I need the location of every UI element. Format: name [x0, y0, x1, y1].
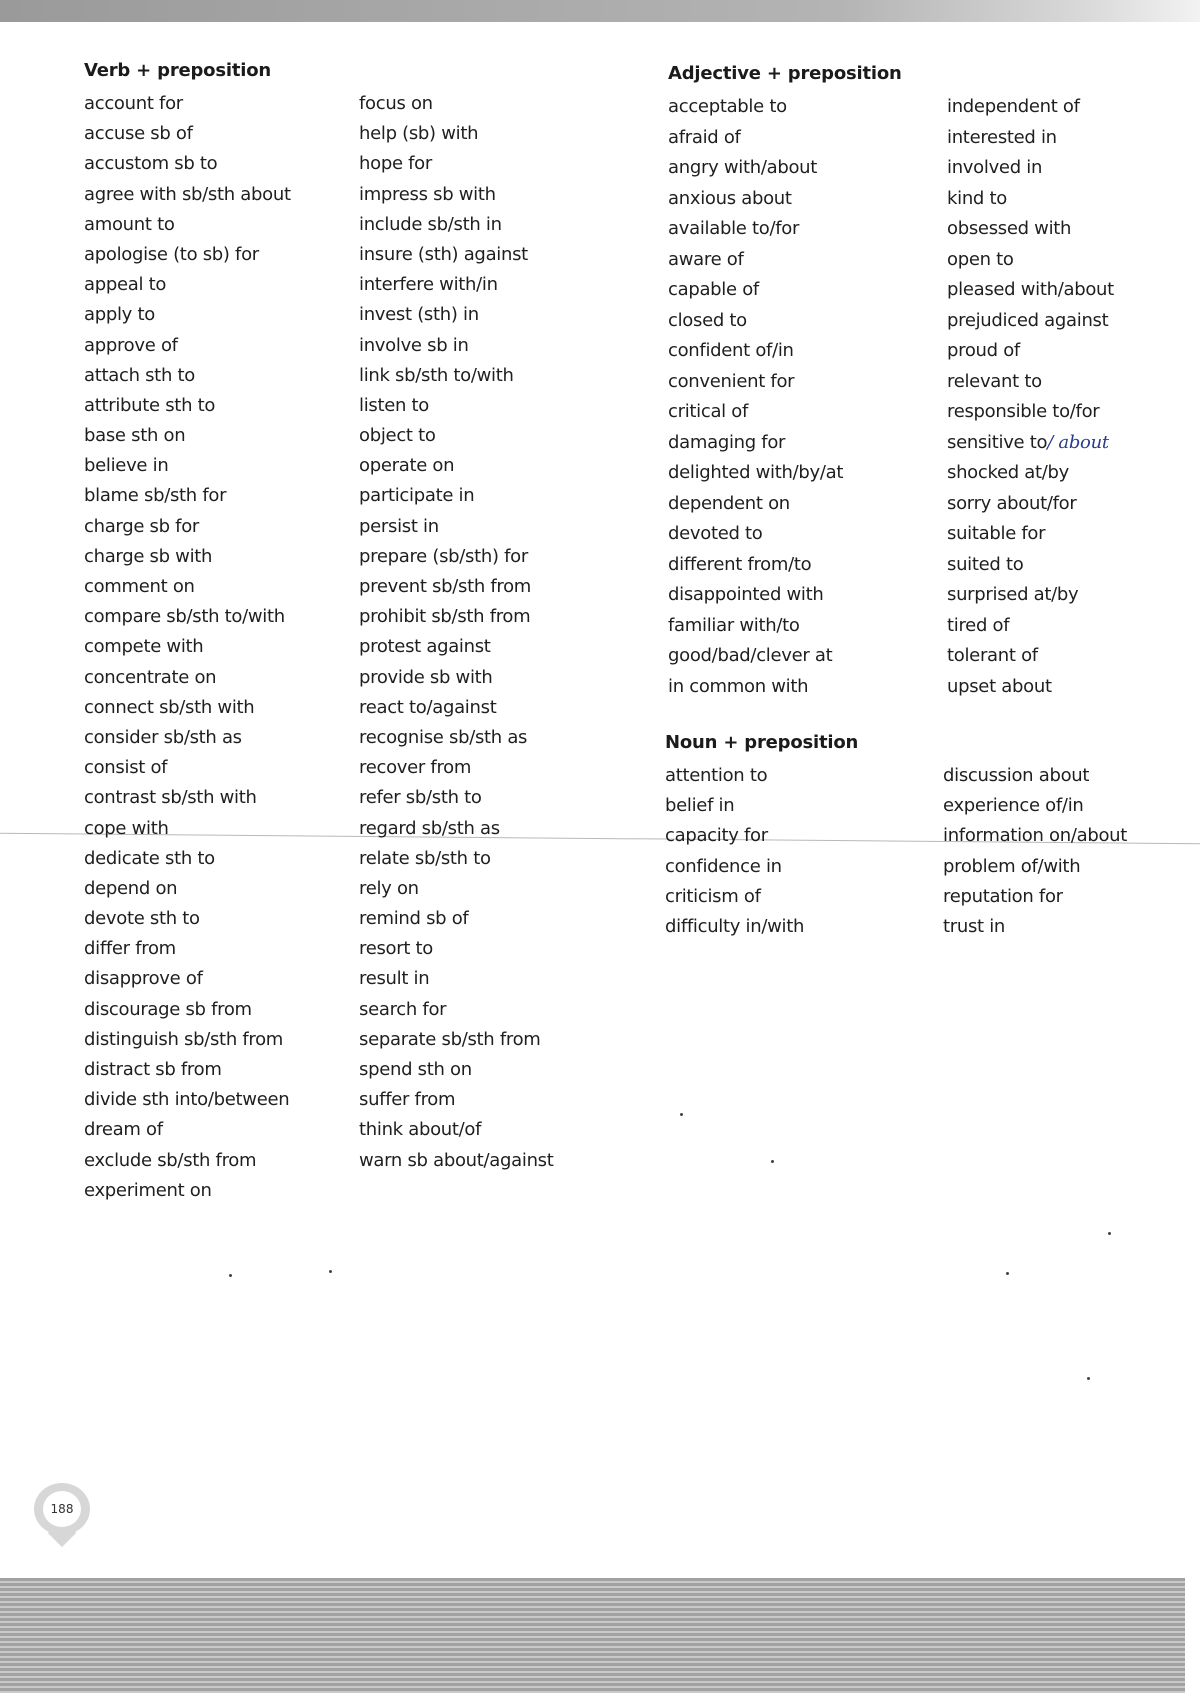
list-item [84, 361, 291, 391]
list-item-text: result in [359, 968, 430, 990]
list-item-text: distinguish sb/sth from [84, 1028, 284, 1050]
list-item [359, 693, 554, 723]
list-item [359, 361, 554, 391]
list-item [665, 791, 858, 821]
list-item-text: account for [84, 93, 183, 114]
list-item [947, 550, 1114, 581]
list-item [359, 421, 554, 451]
list-item [668, 306, 902, 337]
verb-preposition-heading: Verb + preposition [84, 60, 271, 81]
list-item [668, 275, 902, 306]
list-item-text: exclude sb/sth from [84, 1149, 257, 1171]
list-item-text: available to/for [668, 218, 800, 239]
list-item [947, 580, 1114, 611]
list-item [84, 1055, 291, 1085]
list-item [359, 632, 554, 662]
list-item-text: sorry about/for [947, 492, 1077, 514]
list-item [359, 1085, 554, 1115]
list-item [84, 1176, 291, 1206]
list-item [359, 844, 554, 874]
list-item-text: consist of [84, 757, 168, 779]
list-item [84, 270, 291, 300]
list-item-text: search for [359, 998, 447, 1020]
list-item-text: proud of [947, 340, 1020, 361]
list-item-text: attach sth to [84, 364, 195, 386]
list-item-text: connect sb/sth with [84, 696, 255, 718]
scan-bottom-edge [0, 1578, 1185, 1693]
list-item-text: different from/to [668, 553, 812, 575]
list-item [84, 723, 291, 753]
adjective-list-2 [947, 92, 1114, 702]
list-item [359, 149, 554, 179]
list-item [84, 632, 291, 662]
handwritten-note: / about [1047, 431, 1109, 453]
list-item-text: distract sb from [84, 1059, 222, 1080]
list-item [665, 821, 858, 851]
list-item [359, 572, 554, 602]
list-item-text: react to/against [359, 696, 497, 718]
list-item-text: aware of [668, 248, 744, 270]
list-item [359, 180, 554, 210]
verb-column-2 [359, 89, 554, 1176]
list-item [947, 428, 1114, 459]
list-item-text: recover from [359, 757, 472, 779]
noun-list-1 [665, 761, 858, 942]
list-item [84, 331, 291, 361]
list-item-text: regard sb/sth as [359, 817, 500, 839]
list-item-text: focus on [359, 93, 433, 114]
list-item-text: shocked at/by [947, 462, 1070, 483]
list-item-text: criticism of [665, 885, 761, 907]
list-item-text: confident of/in [668, 340, 794, 361]
list-item [668, 184, 902, 215]
list-item [84, 693, 291, 723]
list-item-text: capable of [668, 279, 759, 300]
list-item [668, 428, 902, 459]
scan-speck [329, 1270, 332, 1273]
list-item [84, 451, 291, 481]
list-item [668, 245, 902, 276]
list-item [359, 663, 554, 693]
list-item [359, 874, 554, 904]
list-item [943, 761, 1127, 791]
list-item [359, 119, 554, 149]
list-item [943, 852, 1127, 882]
list-item-text: accuse sb of [84, 123, 193, 145]
list-item-text: obsessed with [947, 218, 1072, 239]
list-item-text: prepare (sb/sth) for [359, 545, 528, 567]
list-item [84, 753, 291, 783]
list-item-text: relate sb/sth to [359, 847, 491, 869]
list-item [84, 149, 291, 179]
list-item-text: charge sb with [84, 545, 213, 567]
list-item [84, 783, 291, 813]
list-item-text: approve of [84, 334, 178, 356]
list-item-text: invest (sth) in [359, 304, 479, 326]
list-item [947, 214, 1114, 245]
list-item-text: experiment on [84, 1179, 212, 1201]
list-item-text: dedicate sth to [84, 847, 215, 869]
list-item-text: amount to [84, 213, 175, 235]
list-item-text: apologise (to sb) for [84, 243, 259, 265]
list-item-text: object to [359, 425, 436, 447]
scan-speck [771, 1160, 774, 1163]
list-item-text: familiar with/to [668, 614, 800, 636]
list-item-text: involve sb in [359, 334, 469, 356]
list-item [359, 512, 554, 542]
list-item [665, 761, 858, 791]
list-item [84, 89, 291, 119]
scan-speck [1108, 1232, 1111, 1235]
list-item-text: independent of [947, 96, 1080, 117]
list-item-text: concentrate on [84, 666, 217, 688]
scan-speck [229, 1274, 232, 1277]
verb-list-1 [84, 89, 291, 1206]
list-item-text: interfere with/in [359, 274, 498, 296]
list-item [84, 572, 291, 602]
list-item-text: relevant to [947, 370, 1042, 392]
noun-preposition-heading: Noun + preposition [665, 732, 859, 753]
list-item-text: compare sb/sth to/with [84, 606, 285, 628]
list-item-text: separate sb/sth from [359, 1028, 541, 1050]
list-item-text: suited to [947, 553, 1024, 575]
list-item-text: prejudiced against [947, 309, 1109, 331]
list-item-text: refer sb/sth to [359, 787, 482, 809]
list-item [947, 245, 1114, 276]
list-item [359, 89, 554, 119]
list-item-text: believe in [84, 455, 169, 477]
list-item-text: experience of/in [943, 795, 1084, 817]
list-item-text: disappointed with [668, 584, 824, 605]
list-item-text: prevent sb/sth from [359, 576, 532, 597]
scan-speck [1087, 1377, 1090, 1380]
list-item-text: in common with [668, 675, 809, 697]
list-item [84, 180, 291, 210]
list-item-text: participate in [359, 485, 475, 507]
list-item-text: interested in [947, 126, 1057, 148]
list-item [84, 904, 291, 934]
list-item-text: disapprove of [84, 968, 203, 990]
list-item [947, 275, 1114, 306]
list-item [84, 119, 291, 149]
list-item [84, 995, 291, 1025]
list-item [359, 1146, 554, 1176]
list-item [359, 783, 554, 813]
list-item-text: suffer from [359, 1089, 456, 1111]
list-item-text: difficulty in/with [665, 915, 805, 937]
list-item-text: kind to [947, 187, 1007, 209]
list-item-text: prohibit sb/sth from [359, 606, 531, 628]
list-item [668, 550, 902, 581]
list-item-text: depend on [84, 877, 178, 899]
list-item [668, 580, 902, 611]
list-item-text: provide sb with [359, 666, 493, 688]
list-item-text: contrast sb/sth with [84, 787, 257, 809]
list-item [668, 123, 902, 154]
list-item-text: belief in [665, 795, 735, 817]
list-item [359, 451, 554, 481]
list-item-text: rely on [359, 877, 419, 899]
list-item-text: discourage sb from [84, 998, 252, 1020]
adjective-column-2 [947, 92, 1114, 702]
list-item [84, 934, 291, 964]
list-item [947, 397, 1114, 428]
list-item-text: angry with/about [668, 157, 818, 178]
list-item [84, 874, 291, 904]
list-item [359, 240, 554, 270]
list-item [947, 306, 1114, 337]
list-item [359, 964, 554, 994]
list-item [84, 481, 291, 511]
list-item [84, 542, 291, 572]
list-item-text: acceptable to [668, 96, 787, 117]
list-item [84, 1025, 291, 1055]
verb-column-1 [84, 61, 291, 1206]
list-item [359, 210, 554, 240]
list-item-text: include sb/sth in [359, 213, 502, 235]
list-item-text: help (sb) with [359, 123, 479, 145]
page-number: 188 [43, 1491, 81, 1527]
list-item [84, 1085, 291, 1115]
list-item [947, 611, 1114, 642]
list-item-text: insure (sth) against [359, 243, 528, 265]
list-item [359, 481, 554, 511]
scan-speck [680, 1113, 683, 1116]
list-item [947, 123, 1114, 154]
list-item-text: trust in [943, 915, 1006, 937]
list-item [668, 519, 902, 550]
list-item [359, 270, 554, 300]
list-item [668, 153, 902, 184]
list-item [947, 458, 1114, 489]
list-item [668, 611, 902, 642]
scan-speck [1006, 1272, 1009, 1275]
list-item-text: apply to [84, 304, 155, 326]
list-item-text: damaging for [668, 431, 786, 453]
list-item-text: operate on [359, 455, 455, 477]
list-item-text: pleased with/about [947, 279, 1114, 300]
list-item-text: involved in [947, 157, 1043, 178]
list-item [668, 489, 902, 520]
list-item-text: base sth on [84, 425, 186, 447]
list-item [84, 1146, 291, 1176]
adjective-preposition-heading: Adjective + preposition [668, 63, 902, 84]
list-item [665, 912, 858, 942]
list-item [359, 331, 554, 361]
list-item-text: sensitive to [947, 431, 1048, 453]
list-item-text: accustom sb to [84, 153, 218, 175]
list-item-text: critical of [668, 401, 749, 422]
list-item [359, 1115, 554, 1145]
list-item [359, 1055, 554, 1085]
list-item [84, 844, 291, 874]
list-item [359, 542, 554, 572]
list-item-text: anxious about [668, 187, 792, 209]
list-item [668, 458, 902, 489]
list-item [84, 391, 291, 421]
list-item [947, 153, 1114, 184]
list-item [84, 663, 291, 693]
list-item-text: delighted with/by/at [668, 462, 844, 483]
list-item [359, 814, 554, 844]
list-item [668, 672, 902, 703]
list-item [947, 336, 1114, 367]
list-item-text: suitable for [947, 523, 1046, 544]
list-item-text: problem of/with [943, 855, 1081, 877]
list-item-text: tolerant of [947, 645, 1038, 666]
list-item [947, 672, 1114, 703]
list-item [359, 391, 554, 421]
list-item-text: compete with [84, 636, 204, 658]
list-item [359, 934, 554, 964]
list-item [947, 519, 1114, 550]
list-item-text: listen to [359, 394, 430, 416]
list-item-text: hope for [359, 153, 432, 175]
list-item [84, 1115, 291, 1145]
list-item [84, 421, 291, 451]
list-item-text: charge sb for [84, 515, 200, 537]
list-item-text: consider sb/sth as [84, 726, 242, 748]
list-item-text: appeal to [84, 274, 167, 296]
list-item-text: divide sth into/between [84, 1089, 290, 1111]
list-item [359, 753, 554, 783]
list-item-text: surprised at/by [947, 584, 1079, 605]
adjective-column-1 [668, 64, 902, 702]
list-item-text: open to [947, 248, 1014, 270]
list-item-text: differ from [84, 938, 176, 960]
list-item [668, 92, 902, 123]
list-item-text: tired of [947, 614, 1010, 636]
list-item [359, 1025, 554, 1055]
list-item-text: devote sth to [84, 908, 200, 930]
list-item [84, 210, 291, 240]
list-item-text: remind sb of [359, 908, 469, 930]
list-item-text: link sb/sth to/with [359, 364, 514, 386]
list-item [668, 641, 902, 672]
list-item-text: devoted to [668, 523, 763, 544]
list-item-text: reputation for [943, 885, 1063, 907]
list-item-text: comment on [84, 576, 195, 597]
list-item [84, 512, 291, 542]
list-item [943, 882, 1127, 912]
list-item-text: capacity for [665, 825, 768, 847]
list-item-text: cope with [84, 817, 169, 839]
list-item-text: responsible to/for [947, 401, 1100, 422]
list-item [947, 489, 1114, 520]
list-item-text: discussion about [943, 765, 1090, 786]
list-item-text: dream of [84, 1119, 163, 1141]
list-item-text: upset about [947, 675, 1052, 697]
list-item [943, 821, 1127, 851]
list-item [359, 723, 554, 753]
noun-column-1 [665, 733, 858, 942]
page-number-badge [34, 1483, 90, 1535]
list-item-text: protest against [359, 636, 491, 658]
list-item [84, 602, 291, 632]
list-item-text: resort to [359, 938, 434, 960]
list-item [84, 814, 291, 844]
list-item [84, 964, 291, 994]
list-item [359, 995, 554, 1025]
list-item [84, 300, 291, 330]
adjective-list-1 [668, 92, 902, 702]
list-item [668, 367, 902, 398]
noun-list-2 [943, 761, 1127, 942]
list-item-text: good/bad/clever at [668, 645, 833, 666]
list-item-text: attribute sth to [84, 394, 216, 416]
list-item [84, 240, 291, 270]
list-item-text: think about/of [359, 1119, 482, 1141]
list-item [947, 641, 1114, 672]
list-item [665, 882, 858, 912]
list-item [668, 214, 902, 245]
list-item-text: recognise sb/sth as [359, 726, 528, 748]
list-item [359, 904, 554, 934]
list-item-text: warn sb about/against [359, 1149, 554, 1171]
list-item [943, 912, 1127, 942]
list-item [943, 791, 1127, 821]
list-item-text: information on/about [943, 825, 1128, 847]
verb-list-2 [359, 89, 554, 1176]
list-item-text: spend sth on [359, 1059, 472, 1080]
noun-column-2 [943, 761, 1127, 942]
list-item [947, 184, 1114, 215]
list-item-text: confidence in [665, 855, 782, 877]
list-item-text: closed to [668, 309, 747, 331]
list-item [359, 300, 554, 330]
list-item-text: dependent on [668, 492, 790, 514]
list-item [668, 336, 902, 367]
scan-top-edge [0, 0, 1200, 22]
list-item-text: agree with sb/sth about [84, 183, 291, 205]
list-item-text: afraid of [668, 126, 741, 148]
list-item [947, 367, 1114, 398]
list-item [359, 602, 554, 632]
list-item-text: impress sb with [359, 183, 496, 205]
list-item-text: persist in [359, 515, 439, 537]
list-item-text: attention to [665, 765, 768, 786]
list-item [668, 397, 902, 428]
list-item-text: blame sb/sth for [84, 485, 227, 507]
list-item-text: convenient for [668, 370, 795, 392]
list-item [947, 92, 1114, 123]
list-item [665, 852, 858, 882]
